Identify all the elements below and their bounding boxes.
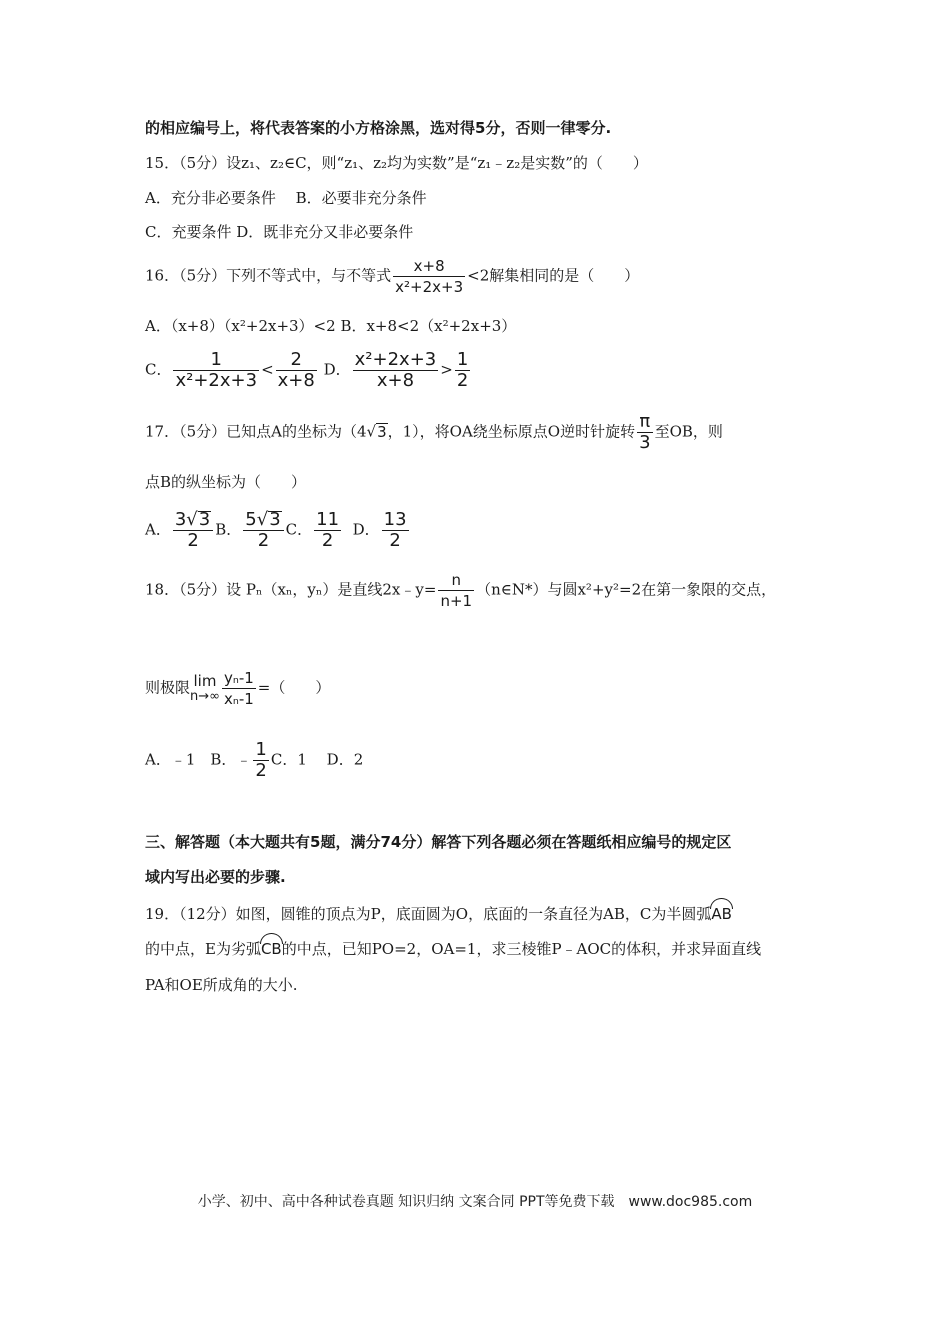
q16-opt-d-frac1 [353, 350, 439, 391]
q18-opt-b-sign: ﹣ [236, 750, 252, 769]
q17-opt-b-coef: 5 [245, 509, 257, 530]
q17-opt-a-coef: 3 [174, 509, 187, 530]
q18-opt-b-frac [253, 740, 268, 781]
q17-opt-d-den: 2 [389, 530, 401, 551]
q17-angle-frac [637, 412, 652, 453]
q16-stem [145, 256, 639, 297]
q17-angle-num: π [637, 412, 652, 433]
q15-options-ab: A．充分非必要条件 B．必要非充分条件 [145, 189, 427, 207]
q17-opt-b-frac [243, 510, 283, 551]
q18-frac-den: n+1 [440, 592, 473, 610]
q16-opt-c-num2: 2 [276, 350, 317, 371]
q17-opt-b-den: 2 [257, 530, 270, 551]
q17-stem [145, 412, 723, 453]
q18-limit-pre: 则极限 [145, 678, 191, 697]
q19-line2-post: 的中点，已知PO=2，OA=1，求三棱锥P﹣AOC的体积，并求异面直线 [281, 940, 762, 958]
q16-opt-c-rel: < [261, 360, 274, 379]
q16-opt-c-frac1 [173, 350, 259, 391]
q19-arc-ab: AB [711, 905, 732, 923]
q19-arc-cb: CB [260, 940, 282, 958]
q17-opt-c-num: 11 [316, 509, 340, 530]
page-footer: 小学、初中、高中各种试卷真题 知识归纳 文案合同 PPT等免费下载 www.doc985.com [197, 1194, 753, 1210]
q18-opt-cd: C．1 D．2 [270, 750, 364, 769]
q18-frac [438, 570, 474, 611]
q16-opt-d-den2: 2 [456, 370, 469, 391]
q16-frac-den: x²+2x+3 [395, 278, 464, 296]
q16-opt-d-frac2 [455, 350, 470, 391]
q19-line1-pre: 19．（12分）如图，圆锥的顶点为P，底面圆为O，底面的一条直径为AB，C为半圆弧 [145, 905, 712, 923]
q16-opt-c-label: C． [145, 360, 172, 379]
q18-options [145, 740, 363, 781]
q17-opt-b-sqrt: 3 [269, 509, 281, 530]
q15-options-cd: C．充要条件 D．既非充分又非必要条件 [145, 223, 414, 241]
q18-stem-post: （n∈N*）与圆x²+y²=2在第一象限的交点， [476, 580, 777, 599]
q17-opt-c-label: C． [285, 520, 313, 539]
q19-line1 [145, 904, 732, 924]
q17-stem-line2: 点B的纵坐标为（ ） [145, 473, 307, 491]
q17-opt-a-sqrt: 3 [198, 509, 211, 530]
q18-limit-line [145, 668, 330, 709]
q17-options [145, 510, 411, 551]
q16-opt-c-num1: 1 [173, 350, 259, 371]
q18-stem-pre: 18．（5分）设 Pₙ（xₙ，yₙ）是直线2x﹣y= [145, 580, 437, 599]
q17-opt-d-frac [382, 510, 409, 551]
q18-lim-under: n→∞ [190, 688, 220, 704]
q17-stem-post: 至OB，则 [654, 422, 723, 441]
q16-stem-post: <2解集相同的是（ ） [467, 266, 640, 285]
q17-stem-pre: 17．（5分）已知点A的坐标为（4 [145, 422, 367, 441]
q18-lim-den: xₙ-1 [223, 690, 254, 708]
q17-opt-d-label: D． [352, 520, 380, 539]
q16-frac-num: x+8 [393, 256, 465, 277]
q18-lim-num: yₙ-1 [223, 669, 254, 687]
q18-opt-b-num: 1 [255, 739, 267, 760]
q16-opt-d-num2: 1 [456, 349, 469, 370]
q16-opt-d-den1: x+8 [376, 370, 415, 391]
q18-limit-post: =（ ） [257, 678, 331, 697]
q19-line2 [145, 939, 761, 959]
q16-opt-c-frac2 [276, 350, 317, 391]
q17-opt-d-num: 13 [383, 509, 407, 530]
section3-line2: 域内写出必要的步骤. [145, 868, 286, 886]
q17-sqrt-value: 3 [377, 422, 387, 441]
q18-opt-b-den: 2 [255, 760, 267, 781]
q16-opt-c-den1: x²+2x+3 [175, 370, 258, 391]
q16-opt-d-rel: > [440, 360, 453, 379]
q16-fraction [393, 256, 465, 297]
q16-opt-d-label: D． [323, 360, 351, 379]
q18-lim [190, 673, 220, 705]
q17-opt-a-label: A． [145, 520, 171, 539]
section-intro-tail: 的相应编号上，将代表答案的小方格涂黑，选对得5分，否则一律零分. [145, 119, 612, 137]
q19-line3: PA和OE所成角的大小. [145, 976, 298, 994]
q16-opt-c-den2: x+8 [277, 370, 315, 391]
q17-stem-mid: ，1），将OA绕坐标原点O逆时针旋转 [387, 422, 636, 441]
q17-angle-den: 3 [639, 432, 651, 453]
q16-options-cd [145, 350, 472, 391]
q18-frac-num: n [438, 570, 474, 591]
q19-line2-pre: 的中点，E为劣弧 [145, 940, 261, 958]
q18-opt-a: A．﹣1 B． [145, 750, 237, 769]
q18-stem [145, 570, 776, 611]
q17-opt-a-frac [173, 510, 213, 551]
q18-lim-frac [222, 668, 256, 709]
q17-opt-a-den: 2 [187, 530, 199, 551]
q17-opt-c-frac [314, 510, 341, 551]
q17-opt-a-num: 3√3 [173, 510, 213, 531]
q16-options-ab: A．（x+8）（x²+2x+3）<2 B．x+8<2（x²+2x+3） [145, 317, 517, 335]
q15-stem: 15．（5分）设z₁、z₂∈C，则“z₁、z₂均为实数”是“z₁﹣z₂是实数”的（ ） [145, 154, 648, 172]
q18-lim-word: lim [193, 671, 217, 690]
q17-opt-c-den: 2 [321, 530, 334, 551]
q17-opt-b-label: B． [215, 520, 242, 539]
q17-opt-b-num: 5√3 [243, 510, 283, 531]
q16-stem-pre: 16．（5分）下列不等式中，与不等式 [145, 266, 392, 285]
section3-line1: 三、解答题（本大题共有5题，满分74分）解答下列各题必须在答题纸相应编号的规定区 [145, 833, 732, 851]
q16-opt-d-num1: x²+2x+3 [354, 349, 437, 370]
sqrt-sign: √ [366, 422, 377, 441]
